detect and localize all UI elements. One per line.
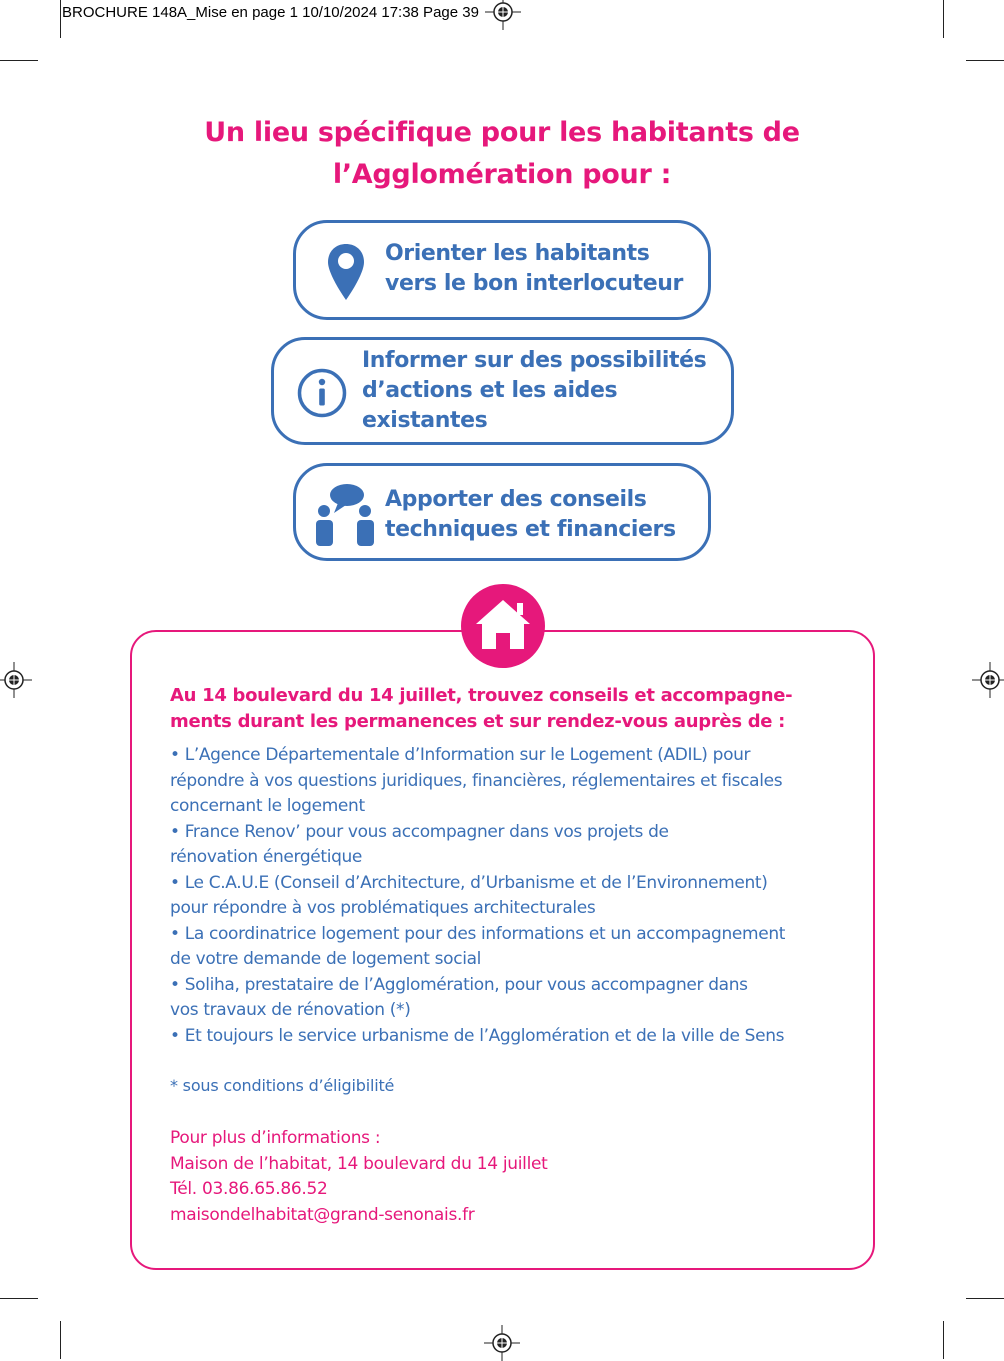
eligibility-footnote: * sous conditions d’éligibilité <box>170 1076 395 1095</box>
feature-line: Apporter des conseils <box>385 487 647 512</box>
people-speech-icon <box>314 482 378 548</box>
page-title <box>150 112 854 196</box>
slug-line: BROCHURE 148A_Mise en page 1 10/10/2024 17:38 Page 39 <box>62 4 479 21</box>
feature-line: techniques et financiers <box>385 517 676 542</box>
map-pin-icon <box>326 242 366 302</box>
contact-phone: Tél. 03.86.65.86.52 <box>170 1179 328 1199</box>
contact-email: maisondelhabitat@grand-senonais.fr <box>170 1204 475 1225</box>
services-list <box>170 743 850 1049</box>
feature-orienter <box>293 220 711 320</box>
list-item: • Le C.A.U.E (Conseil d’Architecture, d’Urbanisme et de l’Environnement) pour répondre à vos problématiques architecturales <box>170 872 768 918</box>
info-icon <box>296 367 348 419</box>
card-intro <box>170 683 850 735</box>
intro-line-1: Au 14 boulevard du 14 juillet, trouvez conseils et accompagne- <box>170 685 793 706</box>
contact-block <box>170 1126 548 1228</box>
list-item: • Soliha, prestataire de l’Agglomération, pour vous accompagner dans vos travaux de rénovation (*) <box>170 974 748 1020</box>
registration-mark-icon <box>972 662 1004 698</box>
feature-conseils <box>293 463 711 561</box>
list-item: • Et toujours le service urbanisme de l’Agglomération et de la ville de Sens <box>170 1025 785 1046</box>
title-line-1: Un lieu spécifique pour les habitants de <box>204 117 800 148</box>
list-item: • La coordinatrice logement pour des informations et un accompagnement de votre demande de logement social <box>170 923 786 969</box>
list-item: • L’Agence Départementale d’Information sur le Logement (ADIL) pour répondre à vos questions juridiques, financières, réglementaires et fiscales concernant le logement <box>170 745 783 816</box>
registration-mark-icon <box>485 0 521 30</box>
registration-mark-icon <box>0 662 32 698</box>
feature-line: Orienter les habitants <box>385 241 650 266</box>
intro-line-2: ments durant les permanences et sur rendez-vous auprès de : <box>170 711 786 732</box>
list-item: • France Renov’ pour vous accompagner dans vos projets de rénovation énergétique <box>170 821 669 867</box>
feature-line: vers le bon interlocuteur <box>385 271 683 296</box>
contact-address: Maison de l’habitat, 14 boulevard du 14 juillet <box>170 1153 548 1174</box>
title-line-2: l’Agglomération pour : <box>332 159 672 190</box>
feature-line: Informer sur des possibilités <box>362 348 707 373</box>
contact-heading: Pour plus d’informations : <box>170 1128 381 1148</box>
feature-line: d’actions et les aides <box>362 378 618 403</box>
feature-informer <box>271 337 734 445</box>
house-icon <box>460 583 546 669</box>
feature-line: existantes <box>362 408 488 433</box>
registration-mark-icon <box>484 1325 520 1361</box>
